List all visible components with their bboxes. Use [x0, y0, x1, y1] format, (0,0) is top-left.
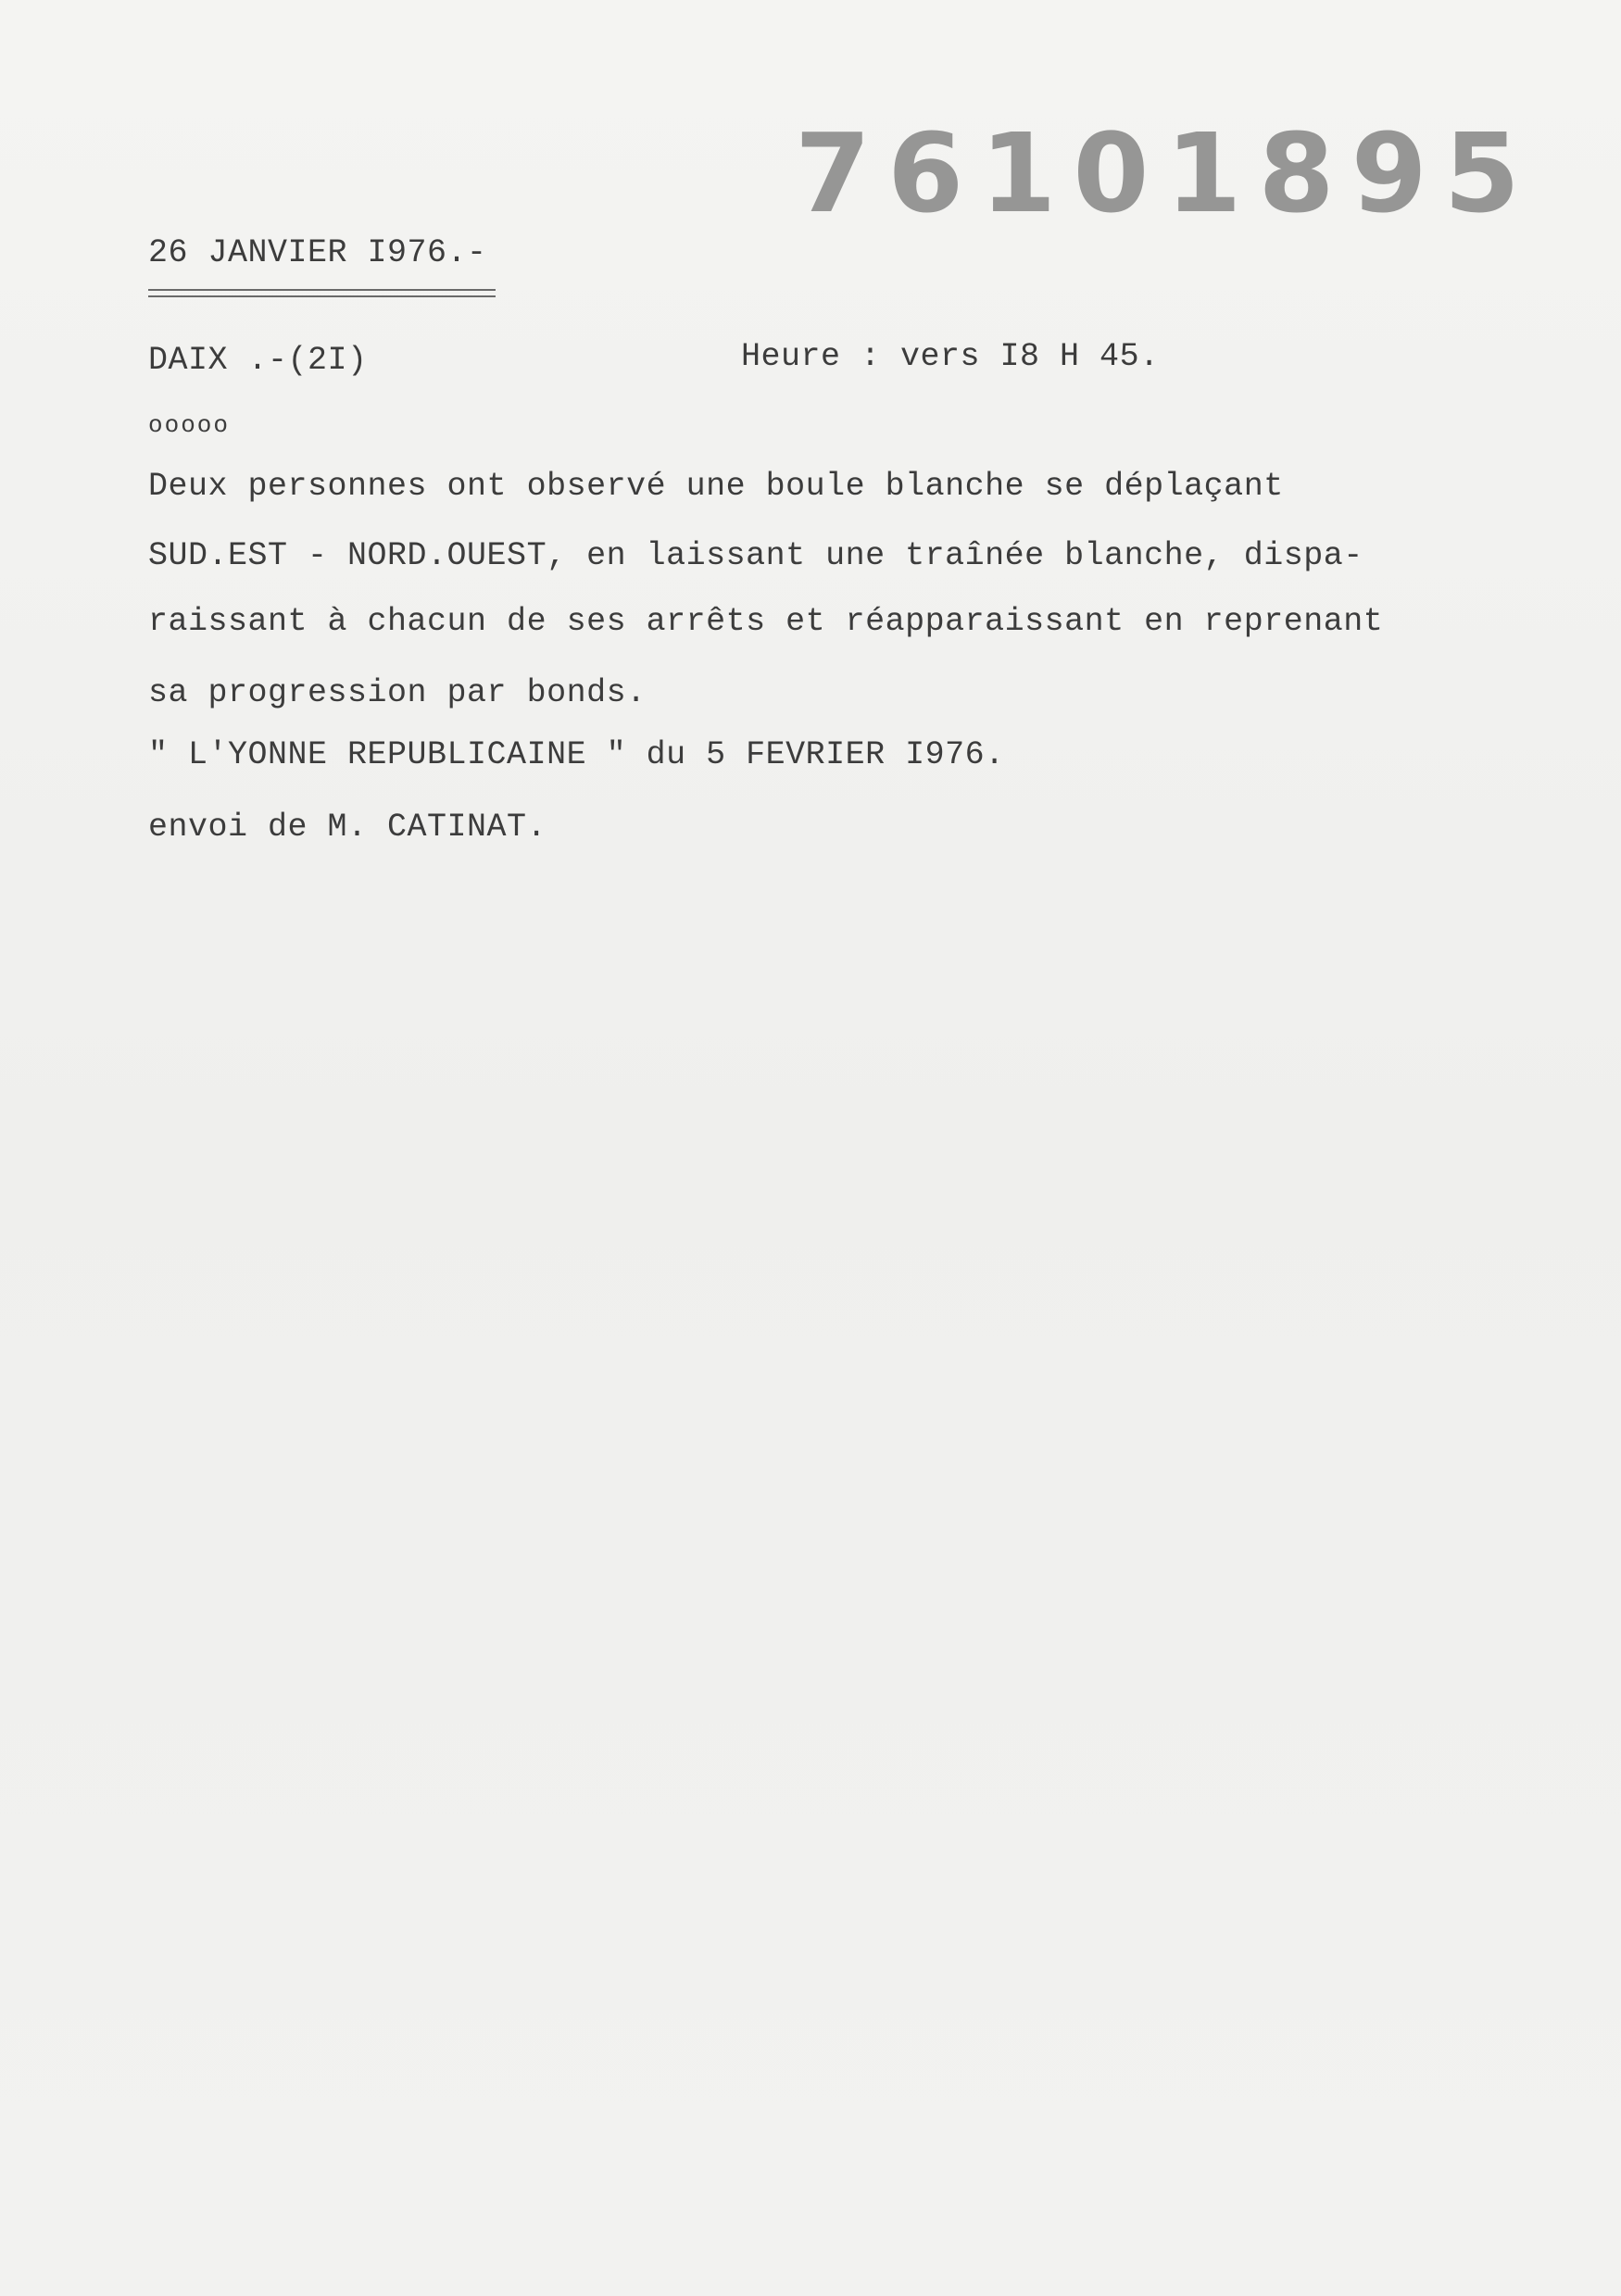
source-line: " L'YONNE REPUBLICAINE " du 5 FEVRIER I976. [148, 736, 1005, 773]
body-line: Deux personnes ont observé une boule blanche se déplaçant [148, 468, 1284, 505]
report-time: Heure : vers I8 H 45. [741, 338, 1160, 375]
body-line: SUD.EST - NORD.OUEST, en laissant une traînée blanche, dispa- [148, 537, 1363, 574]
stamp-number: 76101895 [795, 109, 1537, 237]
sender-line: envoi de M. CATINAT. [148, 809, 547, 846]
body-line: raissant à chacun de ses arrêts et réapparaissant en reprenant [148, 603, 1384, 640]
separator: ooooo [148, 411, 231, 439]
report-date: 26 JANVIER I976.- [148, 234, 487, 271]
date-underline [148, 289, 496, 297]
body-line: sa progression par bonds. [148, 674, 647, 711]
report-place: DAIX .-(2I) [148, 342, 368, 379]
